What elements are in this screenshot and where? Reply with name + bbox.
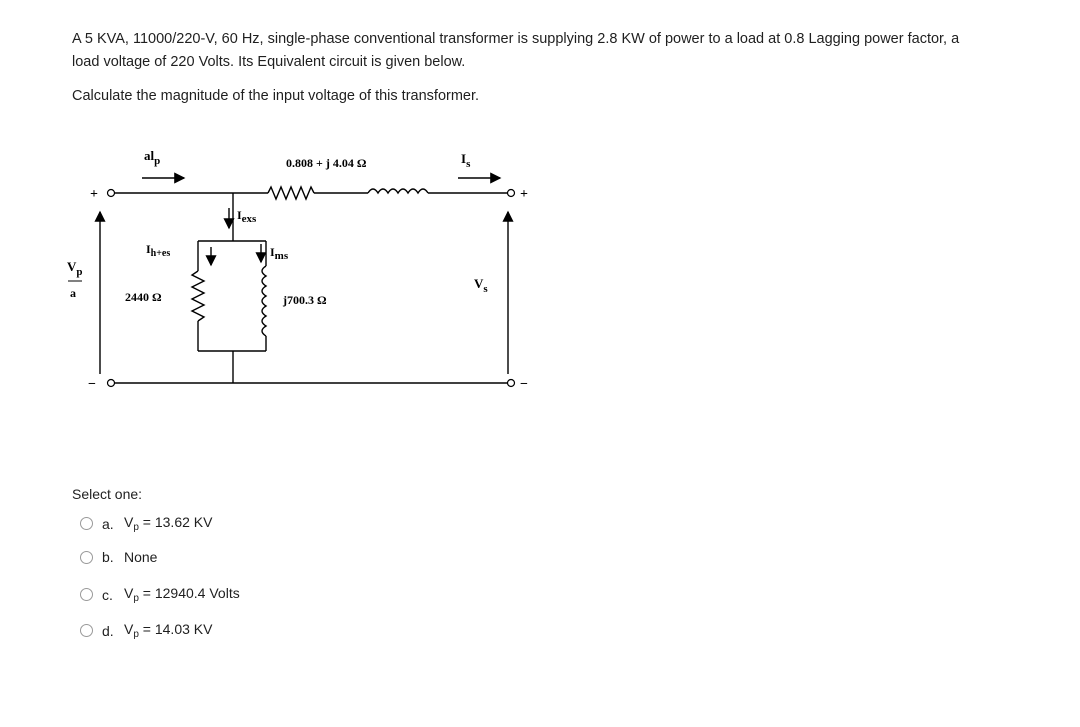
option-b-radio[interactable] [80, 551, 93, 564]
option-a-text: $V_p = 13.62$ KV [124, 514, 213, 533]
question-line-3: Calculate the magnitude of the input voltage of this transformer. [72, 88, 480, 104]
option-d-radio[interactable] [80, 624, 93, 637]
secondary-positive-terminal [508, 190, 515, 197]
option-a[interactable] [80, 514, 212, 533]
core-loss-resistance-label: 2440 Ω [125, 290, 162, 304]
option-a-radio[interactable] [80, 517, 93, 530]
secondary-plus-sign: + [520, 187, 528, 202]
core-loss-resistor [192, 271, 204, 321]
secondary-negative-terminal [508, 380, 515, 387]
primary-plus-sign: + [90, 187, 98, 202]
select-one-label: Select one: [72, 486, 143, 502]
option-a-letter: a. [102, 515, 114, 532]
primary-minus-sign: − [88, 377, 96, 392]
ims-label: Ims [270, 245, 289, 262]
series-inductor [368, 189, 428, 193]
vs-label: $V_s$ [474, 276, 488, 295]
series-impedance-label: 0.808 + j 4.04 Ω [286, 156, 367, 170]
option-d-letter: d. [102, 622, 114, 639]
alp-label: $al_p$ [144, 148, 161, 167]
option-d[interactable] [80, 621, 212, 640]
primary-positive-terminal [108, 190, 115, 197]
option-c[interactable] [80, 585, 240, 604]
is-label: $I_s$ [461, 151, 471, 170]
question-line-1: A 5 KVA, 11000/220-V, 60 Hz, single-phase conventional transformer is supplying 2.8 KW of power to a load at 0.8 Lagging power factor, a [72, 31, 960, 47]
option-b-letter: b. [102, 549, 114, 565]
vp-denominator-label: a [70, 286, 76, 300]
question-line-2: load voltage of 220 Volts. Its Equivalent circuit is given below. [72, 54, 466, 70]
option-b-text: None [124, 549, 158, 565]
option-c-letter: c. [102, 586, 113, 603]
iexs-label: Iexs [237, 208, 257, 225]
series-resistor [268, 187, 314, 199]
primary-negative-terminal [108, 380, 115, 387]
magnetizing-reactance-label: j700.3 Ω [283, 293, 327, 307]
ihes-label: $I_{h+es}$ [146, 242, 171, 259]
option-c-radio[interactable] [80, 588, 93, 601]
option-b[interactable] [80, 549, 157, 565]
secondary-minus-sign: − [520, 377, 528, 392]
vp-label: $V_p$ [67, 259, 83, 278]
magnetizing-inductor [262, 266, 266, 336]
option-d-text: $V_p = 14.03$ KV [124, 621, 213, 640]
option-c-text: $V_p = 12940.4$ Volts [124, 585, 240, 604]
